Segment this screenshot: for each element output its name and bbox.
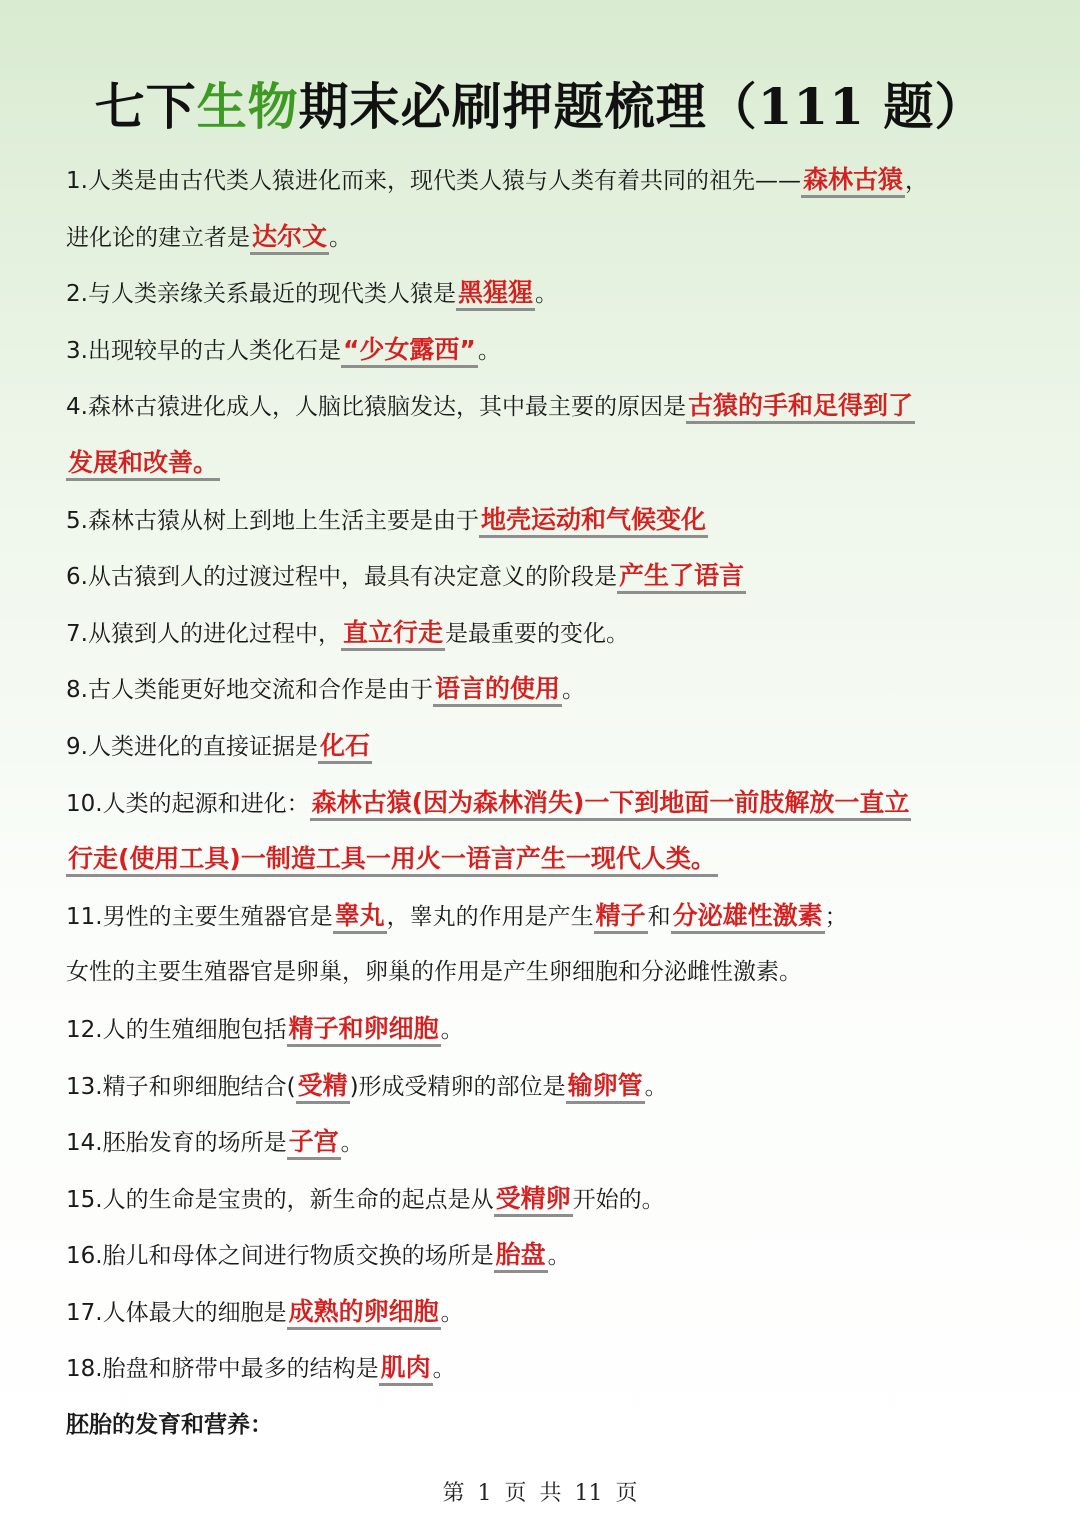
question-text: 1.人类是由古代类人猿进化而来，现代类人猿与人类有着共同的祖先—— [66,168,801,194]
question-text: 12.人的生殖细胞包括 [66,1016,287,1043]
question-text: 4.森林古猿进化成人，人脑比猿脑发达，其中最主要的原因是 [66,394,686,421]
answer: 成熟的卵细胞 [287,1297,441,1330]
question-text: 7.从猿到人的进化过程中， [66,620,341,647]
question-line [66,378,1026,435]
answer: 森林古猿 [801,165,905,198]
answer: 行走(使用工具)一制造工具一用火一语言产生一现代人类。 [66,844,718,877]
question-text: 10.人类的起源和进化： [66,790,310,817]
title-suffix: 期末必刷押题梳理（111 题） [298,77,986,136]
question-line [66,1284,1026,1341]
question-text: ， [904,168,928,194]
question-text: 17.人体最大的细胞是 [66,1299,287,1326]
question-text: 。 [644,1073,668,1100]
question-text: 18.胎盘和脐带中最多的结构是 [66,1356,379,1383]
answer: “少女露西” [341,335,478,368]
question-line [66,775,1026,832]
answer: 达尔文 [250,222,329,255]
question-line [66,152,1026,209]
question-line [66,718,1026,775]
question-text: 8.古人类能更好地交流和合作是由于 [66,677,433,704]
answer: 发展和改善。 [66,448,220,481]
answer: 地壳运动和气候变化 [479,505,708,538]
question-text: 6.从古猿到人的过渡过程中，最具有决定意义的阶段是 [66,564,617,591]
question-line [66,605,1026,662]
section-heading [66,1397,1026,1454]
question-text: ； [824,903,848,930]
question-text: 进化论的建立者是 [66,224,250,251]
answer: 受精 [296,1071,350,1104]
question-text: 。 [534,281,558,308]
answer: 森林古猿(因为森林消失)一下到地面一前肢解放一直立 [310,788,912,821]
question-line [66,548,1026,605]
question-text: 。 [329,224,353,251]
question-text: 9.人类进化的直接证据是 [66,733,318,760]
answer: 黑猩猩 [456,278,535,311]
question-text: 开始的。 [572,1186,665,1213]
question-line [66,1340,1026,1397]
question-line [66,1227,1026,1284]
question-text: 。 [561,677,585,704]
answer: 睾丸 [333,901,387,934]
question-text: 。 [432,1356,456,1383]
question-text: 14.胚胎发育的场所是 [66,1130,287,1157]
answer: 胎盘 [494,1240,548,1273]
answer: 古猿的手和足得到了 [686,391,915,424]
answer: 产生了语言 [617,561,746,594]
question-text: 13.精子和卵细胞结合( [66,1073,296,1100]
question-text: 是最重要的变化。 [444,620,629,647]
answer: 输卵管 [566,1071,645,1104]
answer: 语言的使用 [433,674,562,707]
section-heading-text: 胚胎的发育和营养： [66,1412,273,1439]
answer: 受精卵 [494,1184,573,1217]
answer: 直立行走 [341,618,445,651]
question-list [66,152,1026,1454]
question-text: 2.与人类亲缘关系最近的现代类人猿是 [66,281,456,308]
question-text: 女性的主要生殖器官是卵巢，卵巢的作用是产生卵细胞和分泌雌性激素。 [66,959,802,986]
question-line [66,209,1026,266]
answer: 化石 [318,731,372,764]
question-text: 。 [340,1130,364,1157]
question-text: 。 [477,337,501,364]
question-line [66,492,1026,549]
question-text: 16.胎儿和母体之间进行物质交换的场所是 [66,1243,494,1270]
question-text: 15.人的生命是宝贵的，新生命的起点是从 [66,1186,494,1213]
question-text: 。 [440,1299,464,1326]
question-line [66,1058,1026,1115]
question-line [66,661,1026,718]
question-line [66,322,1026,379]
question-line [66,944,1026,1001]
question-text: 11.男性的主要生殖器官是 [66,903,333,930]
question-line [66,831,1026,888]
question-line [66,1114,1026,1171]
question-text: 和 [647,903,671,930]
question-line [66,1001,1026,1058]
answer: 分泌雄性激素 [671,901,825,934]
answer: 肌肉 [379,1353,433,1386]
answer: 子宫 [287,1127,341,1160]
question-text: )形成受精卵的部位是 [349,1073,566,1100]
question-text: 。 [547,1243,571,1270]
answer: 精子和卵细胞 [287,1014,441,1047]
page-footer: 第 1 页 共 11 页 [442,1481,638,1506]
question-text: ，睾丸的作用是产生 [386,903,594,930]
title-prefix: 七下 [94,77,197,136]
question-line [66,888,1026,945]
question-line [66,265,1026,322]
page-title [0,72,1080,142]
question-text: 5.森林古猿从树上到地上生活主要是由于 [66,507,479,534]
question-line [66,435,1026,492]
question-text: 3.出现较早的古人类化石是 [66,337,341,364]
question-line [66,1171,1026,1228]
title-highlight: 生物 [196,77,299,136]
answer: 精子 [594,901,648,934]
question-text: 。 [440,1016,464,1043]
